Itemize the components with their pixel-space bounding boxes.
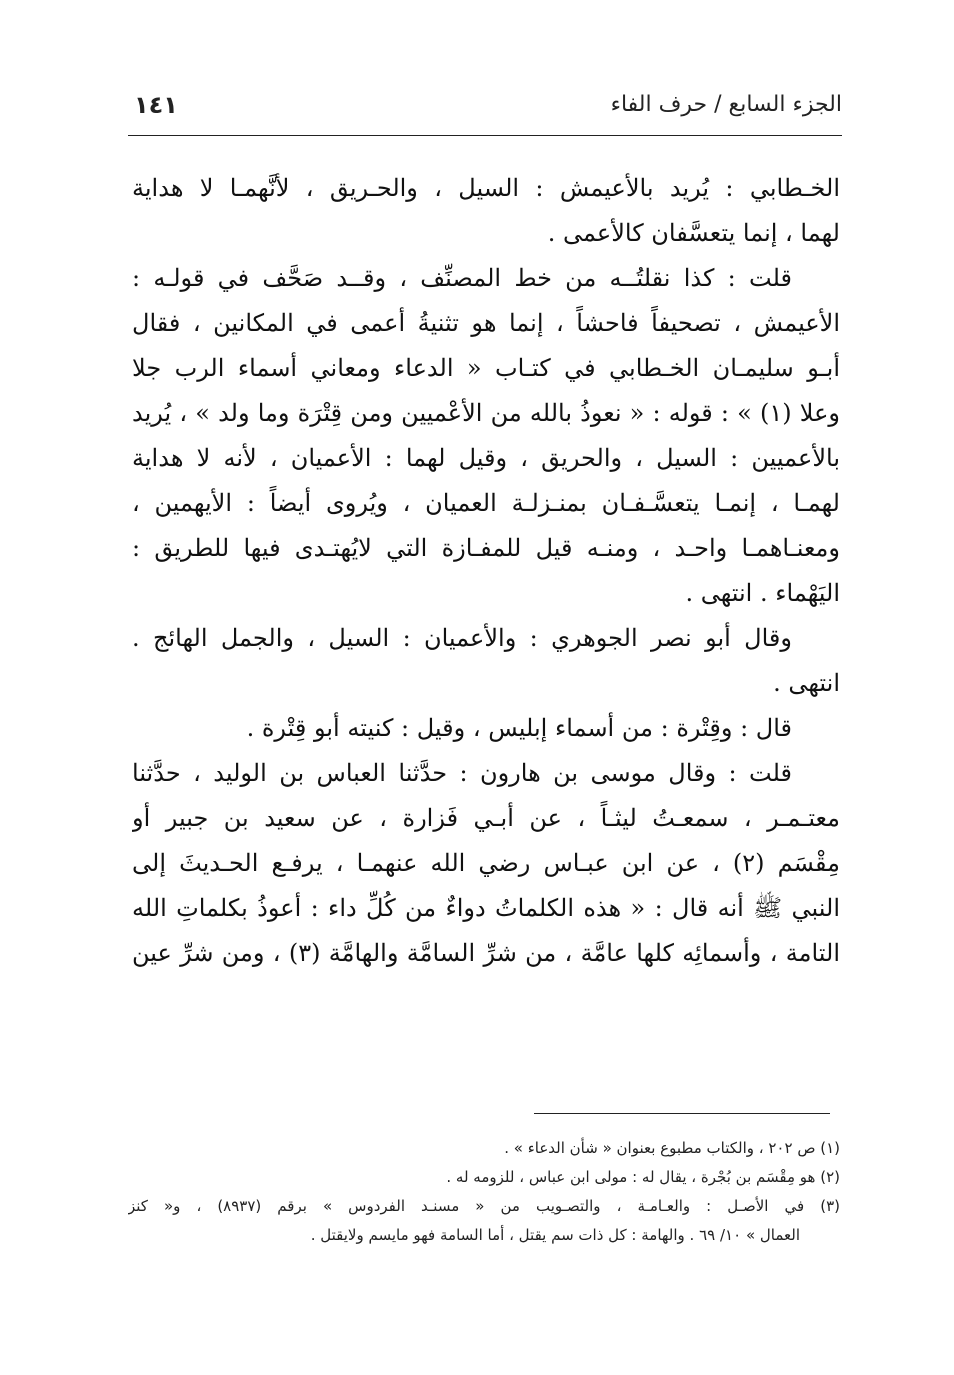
page-number: ١٤١ — [134, 91, 178, 119]
footnote-divider — [534, 1113, 830, 1114]
text-line: قال : وقِتْرة : من أسماء إبليس ، وقيل : كنيته أبو قِتْرة . — [246, 714, 792, 742]
running-title: الجزء السابع / حرف الفاء — [610, 92, 842, 117]
text-line: قلت : وقال موسى بن هارون : حدَّثنا العباس بن الوليد ، حدَّثنا — [132, 759, 792, 787]
header-divider — [128, 135, 842, 136]
text-line: انتهى . — [773, 669, 840, 697]
text-line: الأعيمش ، تصحيفاً فاحشاً ، إنما هو تثنيةُ أعمى في المكانين ، فقال — [132, 309, 840, 337]
footnote-line: العمال » ١٠/ ٦٩ . والهامة : كل ذات سم يقتل ، أما السامة فهو مايسم ولايقتل . — [310, 1226, 800, 1244]
text-line: الخـطابي : يُريد بالأعيمش : السيل ، والحـريق ، لأنَّهمـا لا هداية — [132, 174, 840, 202]
text-line: لهمـا ، إنمـا يتعسَّـفـان بمنـزلـة العميان ، ويُروى أيضاً : الأيهمين ، — [132, 489, 840, 517]
footnotes — [128, 1134, 840, 1250]
footnote-line: (٢) هو مِقْسَم بن بُجْرة ، يقال له : مولى ابن عباس ، للزومه له . — [446, 1168, 840, 1186]
footnote-line: (١) ص ٢٠٢ ، والكتاب مطبوع بعنوان « شأن الدعاء » . — [504, 1139, 840, 1157]
text-line: بالأعميين : السيل ، والحريق ، وقيل لهما : الأعميان ، لأنه لا هداية — [132, 444, 840, 472]
text-line: مِقْسَم (٢) ، عن ابن عبـاس رضي الله عنهمـا ، يرفـع الحـديثَ إلى — [132, 849, 840, 877]
page-header — [128, 88, 842, 128]
text-line: معتـمـر ، سمعـتُ ليثـاً ، عن أبـي فَزارة ، عن سعيد بن جبير أو — [132, 804, 840, 832]
footnote-line: (٣) في الأصـل : والعـامـة ، والتصـويب من « مسنـد الفردوس » برقم (٨٩٣٧) ، و« كنز — [128, 1197, 840, 1215]
main-text — [132, 166, 840, 976]
text-line: وعلا (١) » : قوله : « نعوذُ بالله من الأعْميين ومن قِتْرَة وما ولد » ، يُريد — [132, 399, 840, 427]
text-line: قلت : كذا نقلتُــه من خط المصنِّف ، وقــد صَحَّف في قولـه : — [132, 264, 792, 292]
text-line: النبي ﷺ أنه قال : « هذه الكلماتُ دواءٌ من كُلِّ داء : أعوذُ بكلماتِ الله — [132, 894, 840, 922]
text-line: اليَهْماء . انتهى . — [685, 579, 840, 607]
text-line: لهما ، إنما يتعسَّفان كالأعمى . — [547, 219, 840, 247]
text-line: ومعنـاهمـا واحـد ، ومنـه قيل للمفـازة التي لايُهتـدى فيها للطريق : — [132, 534, 840, 562]
text-line: وقال أبو نصر الجوهري : والأعميان : السيل ، والجمل الهائج . — [132, 624, 792, 652]
text-line: التامة ، وأسمائِه كلها عامَّة ، من شرِّ السامَّة والهامَّة (٣) ، ومن شرِّ عين — [132, 939, 840, 967]
text-line: أبـو سليمـان الخـطابي في كتـاب « الدعاء ومعاني أسماء الرب جلا — [132, 354, 840, 382]
